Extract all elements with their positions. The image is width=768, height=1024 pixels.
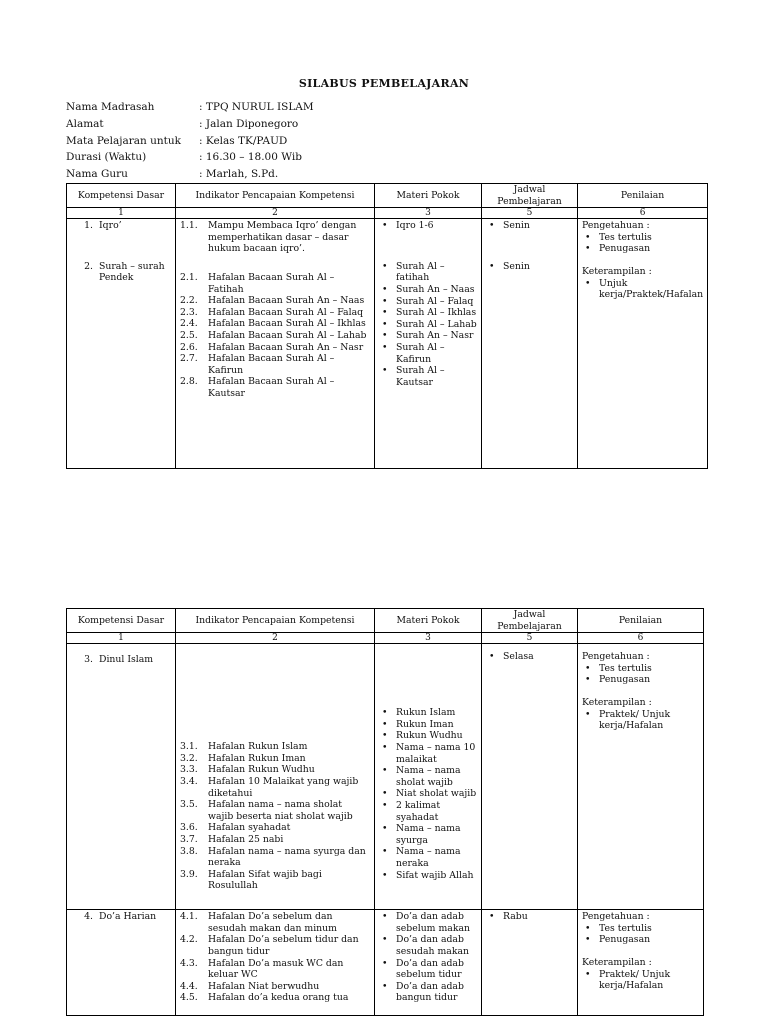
list-item: • Sifat wajib Allah [379, 870, 477, 882]
kd-item [71, 654, 171, 666]
header-materi: Materi Pokok [375, 609, 482, 633]
col-number: 1 [67, 633, 176, 644]
indikator-text: Hafalan Do’a masuk WC dan keluar WC [208, 957, 344, 981]
indikator-number: 3.7. [180, 833, 198, 845]
indikator-number: 2.3. [180, 306, 198, 318]
info-row [66, 116, 314, 133]
kd-item [71, 911, 171, 923]
header-row [67, 609, 704, 633]
penilaian-list [582, 969, 699, 992]
list-item: • Rabu [486, 911, 573, 923]
jadwal-list [486, 651, 573, 663]
indikator-text: Hafalan syahadat [208, 822, 291, 834]
indikator-text: Hafalan 10 Malaikat yang wajib diketahui [208, 775, 359, 799]
info-label: Durasi (Waktu) [66, 151, 147, 164]
penilaian-list [582, 232, 703, 255]
materi-list [379, 220, 477, 232]
indikator-item [180, 869, 370, 892]
info-label: Mata Pelajaran untuk [66, 134, 182, 147]
penilaian-list [582, 663, 699, 686]
penilaian-list [582, 923, 699, 946]
info-label: Nama Madrasah [66, 101, 155, 113]
indikator-item [180, 330, 370, 342]
info-label: Alamat [66, 117, 104, 130]
indikator-text: Hafalan nama – nama sholat wajib beserta niat sholat wajib [208, 799, 353, 822]
penilaian-label: Pengetahuan : [582, 220, 650, 232]
indikator-number: 1.1. [180, 220, 198, 232]
indikator-item [180, 934, 370, 957]
info-value: : Kelas TK/PAUD [199, 134, 288, 147]
list-item: • Penugasan [582, 243, 703, 255]
page-title: SILABUS PEMBELAJARAN [298, 77, 470, 90]
indikator-text: Hafalan do’a kedua orang tua [208, 992, 349, 1004]
penilaian-label: Keterampilan : [582, 956, 652, 968]
indikator-item [180, 318, 370, 330]
header-kompetensi: Kompetensi Dasar [67, 609, 176, 633]
list-item: • Surah Al – Kafirun [379, 342, 477, 365]
list-item: • Tes tertulis [582, 923, 699, 935]
table-row [67, 644, 704, 910]
kd-item [71, 261, 171, 284]
indikator-text: Hafalan Rukun Wudhu [208, 764, 315, 776]
kd-number: 1. [84, 220, 93, 232]
info-row [66, 166, 314, 183]
materi-cell [375, 644, 482, 910]
list-item: • Praktek/ Unjuk kerja/Hafalan [582, 969, 699, 992]
materi-list [379, 911, 477, 1004]
list-item: • Niat sholat wajib [379, 788, 477, 800]
penilaian-label: Pengetahuan : [582, 651, 650, 663]
materi-cell [375, 910, 482, 1016]
list-item: • 2 kalimat syahadat [379, 800, 477, 823]
list-item: • Rukun Iman [379, 719, 477, 731]
indikator-text: Hafalan Bacaan Surah Al – Lahab [208, 329, 367, 341]
indikator-number: 3.6. [180, 822, 198, 834]
indikator-number: 4.1. [180, 911, 198, 923]
penilaian-label: Keterampilan : [582, 265, 652, 277]
kd-number: 2. [84, 260, 93, 272]
indikator-item [180, 799, 370, 822]
indikator-number: 3.1. [180, 741, 198, 753]
indikator-text: Hafalan Bacaan Surah Al – Ikhlas [208, 318, 366, 330]
col-number: 2 [176, 208, 375, 219]
indikator-number: 2.5. [180, 329, 198, 341]
penilaian-list [582, 709, 699, 732]
indikator-item [180, 911, 370, 934]
list-item: • Surah Al – Falaq [379, 296, 477, 308]
header-indikator: Indikator Pencapaian Kompetensi [176, 184, 375, 208]
list-item: • Do’a dan adab sesudah makan [379, 934, 477, 957]
jadwal-list [486, 220, 573, 232]
indikator-text: Hafalan Bacaan Surah An – Nasr [208, 341, 364, 353]
list-item: • Nama – nama neraka [379, 846, 477, 869]
indikator-text: Hafalan Rukun Islam [208, 741, 308, 753]
indikator-item [180, 776, 370, 799]
list-item: • Nama – nama 10 malaikat [379, 742, 477, 765]
indikator-text: Mampu Membaca Iqro’ dengan memperhatikan dasar – dasar hukum bacaan iqro’. [208, 220, 357, 255]
penilaian-list [582, 278, 703, 301]
indikator-item [180, 342, 370, 354]
kd-text: Dinul Islam [99, 654, 154, 666]
jadwal-cell [482, 910, 578, 1016]
indikator-text: Hafalan Niat berwudhu [208, 980, 320, 992]
header-indikator: Indikator Pencapaian Kompetensi [176, 609, 375, 633]
materi-list [379, 261, 477, 389]
info-row [66, 133, 314, 150]
indikator-number: 2.6. [180, 341, 198, 353]
indikator-number: 2.8. [180, 376, 198, 388]
indikator-number: 4.2. [180, 934, 198, 946]
kd-number: 3. [84, 654, 93, 666]
indikator-item [180, 846, 370, 869]
kd-text: Iqro’ [99, 220, 122, 232]
indikator-number: 3.3. [180, 764, 198, 776]
penilaian-label: Pengetahuan : [582, 911, 650, 923]
indikator-item [180, 753, 370, 765]
indikator-number: 3.9. [180, 868, 198, 880]
kd-number: 4. [84, 911, 93, 923]
col-number: 5 [482, 633, 578, 644]
jadwal-cell [482, 219, 578, 469]
list-item: • Surah An – Nasr [379, 330, 477, 342]
syllabus-table-2 [66, 608, 704, 1016]
indikator-item [180, 992, 370, 1004]
indikator-text: Hafalan Bacaan Surah Al – Kafirun [208, 353, 335, 376]
indikator-item [180, 834, 370, 846]
indikator-number: 3.2. [180, 752, 198, 764]
list-item: • Iqro 1-6 [379, 220, 477, 232]
indikator-item [180, 741, 370, 753]
list-item: • Do’a dan adab bangun tidur [379, 981, 477, 1004]
penilaian-label: Keterampilan : [582, 696, 652, 708]
indikator-number: 3.8. [180, 845, 198, 857]
list-item: • Penugasan [582, 674, 699, 686]
col-number: 3 [375, 633, 482, 644]
col-number: 6 [578, 208, 708, 219]
info-row [66, 149, 314, 166]
indikator-text: Hafalan Sifat wajib bagi Rosulullah [208, 868, 322, 892]
list-item: • Surah Al – Lahab [379, 319, 477, 331]
list-item: • Senin [486, 220, 573, 232]
indikator-number: 3.5. [180, 799, 198, 811]
list-item: • Tes tertulis [582, 232, 703, 244]
list-item: • Penugasan [582, 934, 699, 946]
indikator-item [180, 822, 370, 834]
list-item: • Surah Al – fatihah [379, 261, 477, 284]
indikator-number: 2.1. [180, 271, 198, 283]
indikator-text: Hafalan 25 nabi [208, 833, 284, 845]
indikator-item [180, 272, 370, 295]
jadwal-list [486, 261, 573, 273]
indikator-text: Hafalan Bacaan Surah Al – Falaq [208, 306, 364, 318]
indikator-number: 2.4. [180, 318, 198, 330]
indikator-text: Hafalan Bacaan Surah Al – Fatihah [208, 271, 335, 295]
indikator-text: Hafalan Rukun Iman [208, 752, 306, 764]
kd-text: Do’a Harian [99, 911, 157, 923]
kd-item [71, 220, 171, 232]
header-materi: Materi Pokok [375, 184, 482, 208]
header-penilaian: Penilaian [578, 609, 704, 633]
list-item: • Selasa [486, 651, 573, 663]
indikator-item [180, 958, 370, 981]
indikator-number: 4.4. [180, 980, 198, 992]
indikator-item [180, 295, 370, 307]
list-item: • Do’a dan adab sebelum tidur [379, 958, 477, 981]
info-value: : 16.30 – 18.00 Wib [199, 151, 302, 164]
syllabus-table-1 [66, 183, 708, 469]
col-number: 2 [176, 633, 375, 644]
indikator-text: Hafalan Do’a sebelum dan sesudah makan dan minum [208, 911, 337, 934]
table-row [67, 219, 708, 469]
penilaian-cell [578, 910, 704, 1016]
indikator-number: 4.5. [180, 992, 198, 1004]
info-block [66, 99, 314, 183]
list-item: • Nama – nama syurga [379, 823, 477, 846]
header-jadwal: Jadwal Pembelajaran [482, 609, 578, 633]
penilaian-cell [578, 219, 708, 469]
kd-text: Surah – surah Pendek [99, 260, 165, 284]
kompetensi-cell [67, 644, 176, 910]
indikator-number: 2.2. [180, 295, 198, 307]
indikator-item [180, 981, 370, 993]
info-label: Nama Guru [66, 168, 128, 181]
jadwal-cell [482, 644, 578, 910]
list-item: • Surah Al – Ikhlas [379, 307, 477, 319]
indikator-number: 2.7. [180, 353, 198, 365]
indikator-item [180, 220, 370, 255]
indikator-item [180, 376, 370, 399]
list-item: • Tes tertulis [582, 663, 699, 675]
jadwal-list [486, 911, 573, 923]
indikator-cell [176, 644, 375, 910]
list-item: • Praktek/ Unjuk kerja/Hafalan [582, 709, 699, 732]
info-value: : TPQ NURUL ISLAM [199, 101, 314, 113]
col-number: 1 [67, 208, 176, 219]
list-item: • Surah Al – Kautsar [379, 365, 477, 388]
info-value: : Jalan Diponegoro [199, 117, 299, 130]
indikator-cell [176, 219, 375, 469]
indikator-number: 3.4. [180, 775, 198, 787]
materi-list [379, 707, 477, 881]
list-item: • Do’a dan adab sebelum makan [379, 911, 477, 934]
list-item: • Senin [486, 261, 573, 273]
number-row [67, 208, 708, 219]
table-row [67, 910, 704, 1016]
header-row [67, 184, 708, 208]
header-penilaian: Penilaian [578, 184, 708, 208]
indikator-text: Hafalan Bacaan Surah An – Naas [208, 295, 365, 307]
list-item: • Rukun Islam [379, 707, 477, 719]
col-number: 5 [482, 208, 578, 219]
col-number: 3 [375, 208, 482, 219]
list-item: • Nama – nama sholat wajib [379, 765, 477, 788]
list-item: • Unjuk kerja/Praktek/Hafalan [582, 278, 703, 301]
materi-cell [375, 219, 482, 469]
list-item: • Surah An – Naas [379, 284, 477, 296]
indikator-text: Hafalan Bacaan Surah Al – Kautsar [208, 376, 335, 399]
kompetensi-cell [67, 910, 176, 1016]
header-kompetensi: Kompetensi Dasar [67, 184, 176, 208]
info-row [66, 99, 314, 116]
penilaian-cell [578, 644, 704, 910]
header-jadwal: Jadwal Pembelajaran [482, 184, 578, 208]
indikator-text: Hafalan Do’a sebelum tidur dan bangun tidur [208, 934, 359, 957]
indikator-item [180, 764, 370, 776]
list-item: • Rukun Wudhu [379, 730, 477, 742]
indikator-item [180, 353, 370, 376]
number-row [67, 633, 704, 644]
indikator-item [180, 307, 370, 319]
indikator-cell [176, 910, 375, 1016]
indikator-number: 4.3. [180, 957, 198, 969]
col-number: 6 [578, 633, 704, 644]
kompetensi-cell [67, 219, 176, 469]
indikator-text: Hafalan nama – nama syurga dan neraka [208, 845, 366, 869]
info-value: : Marlah, S.Pd. [199, 168, 279, 181]
